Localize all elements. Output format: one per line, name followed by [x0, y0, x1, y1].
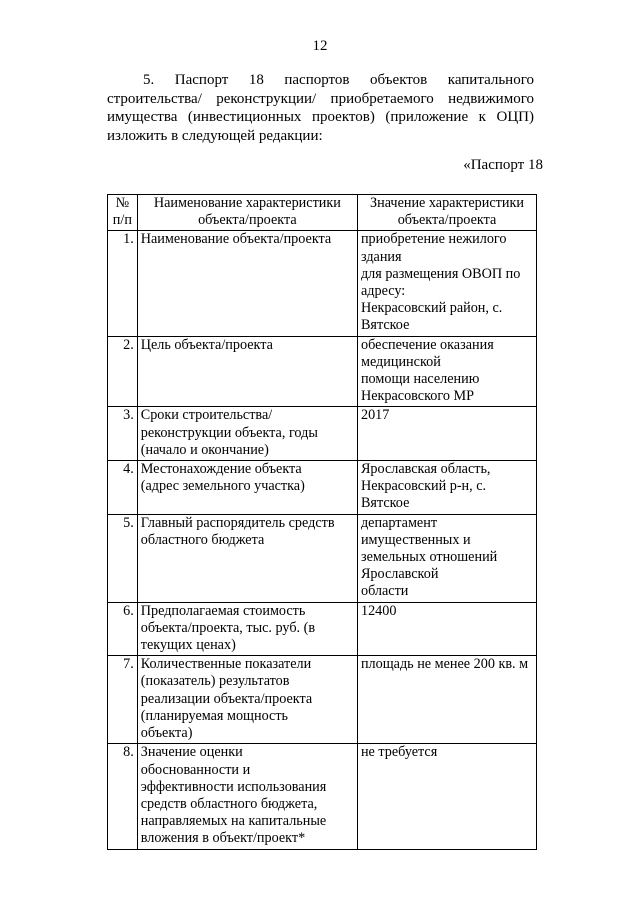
cell-line: эффективности использования — [140, 778, 327, 795]
cell-line: реконструкции объекта, годы — [140, 424, 318, 441]
row-number: 4. — [108, 461, 138, 515]
cell-line: Цель объекта/проекта — [140, 336, 273, 353]
cell-line: объекта/проекта, тыс. руб. (в — [140, 619, 316, 636]
cell-line: Наименование объекта/проекта — [140, 231, 332, 248]
passport-heading: «Паспорт 18 — [463, 157, 543, 173]
cell-line: направляемых на капитальные — [140, 813, 327, 830]
cell-line: 12400 — [360, 602, 397, 619]
table-row — [108, 656, 537, 744]
table-row — [108, 461, 537, 515]
cell-line: приобретение нежилого здания — [360, 231, 507, 265]
cell-line: Значение оценки — [140, 744, 243, 761]
table-row — [108, 602, 537, 656]
cell-line: (начало и окончание) — [140, 441, 269, 458]
cell-line: (показатель) результатов — [140, 673, 290, 690]
header-num-line: № — [115, 195, 130, 211]
table-row — [108, 231, 537, 336]
row-characteristic-value — [357, 461, 536, 515]
table-body — [108, 231, 537, 849]
cell-line: обоснованности и — [140, 761, 251, 778]
row-characteristic-name — [137, 602, 357, 656]
cell-line: площадь не менее 200 кв. м — [360, 656, 529, 673]
row-characteristic-name — [137, 744, 357, 849]
row-number: 6. — [108, 602, 138, 656]
table-header-row — [108, 195, 537, 231]
page-number: 12 — [312, 38, 328, 54]
cell-line: 2017 — [360, 407, 390, 424]
cell-line: области — [360, 583, 409, 600]
row-characteristic-value — [357, 514, 536, 602]
cell-line: областного бюджета — [140, 531, 265, 548]
row-characteristic-name — [137, 231, 357, 336]
row-characteristic-value — [357, 656, 536, 744]
header-value — [357, 195, 536, 231]
row-characteristic-value — [357, 602, 536, 656]
cell-line: (адрес земельного участка) — [140, 478, 305, 495]
cell-line: Сроки строительства/ — [140, 407, 273, 424]
cell-line: (планируемая мощность — [140, 707, 288, 724]
cell-line: Предполагаемая стоимость — [140, 602, 306, 619]
cell-line: средств областного бюджета, — [140, 795, 318, 812]
header-num-line: п/п — [112, 212, 132, 229]
cell-line: земельных отношений Ярославской — [360, 549, 498, 583]
cell-line: Ярославская область, — [360, 461, 491, 478]
table-row — [108, 744, 537, 849]
cell-line: помощи населению Некрасовского МР — [360, 371, 480, 405]
header-num — [108, 195, 138, 231]
row-characteristic-name — [137, 407, 357, 461]
cell-line: Местонахождение объекта — [140, 461, 302, 478]
row-number: 8. — [108, 744, 138, 849]
cell-line: Главный распорядитель средств — [140, 514, 335, 531]
row-characteristic-name — [137, 461, 357, 515]
row-characteristic-value — [357, 407, 536, 461]
intro-line: 5. Паспорт 18 паспортов объектов капитального — [143, 72, 534, 88]
cell-line: текущих ценах) — [140, 637, 236, 654]
row-characteristic-name — [137, 514, 357, 602]
cell-line: Количественные показатели — [140, 656, 312, 673]
table-row — [108, 407, 537, 461]
cell-line: обеспечение оказания медицинской — [360, 336, 494, 370]
row-number: 5. — [108, 514, 138, 602]
intro-line: имущества (инвестиционных проектов) (приложение к ОЦП) — [107, 109, 534, 125]
header-name-line: объекта/проекта — [198, 212, 297, 229]
row-characteristic-value — [357, 744, 536, 849]
passport-table — [107, 194, 537, 850]
row-number: 1. — [108, 231, 138, 336]
header-value-line: объекта/проекта — [397, 212, 497, 229]
intro-line: изложить в следующей редакции: — [107, 127, 323, 144]
row-number: 3. — [108, 407, 138, 461]
cell-line: объекта) — [140, 725, 193, 742]
header-name-line: Наименование характеристики — [153, 195, 341, 211]
cell-line: Некрасовский р-н, с. Вятское — [360, 478, 487, 512]
cell-line: реализации объекта/проекта — [140, 690, 313, 707]
cell-line: Некрасовский район, с. Вятское — [360, 300, 503, 334]
table-row — [108, 336, 537, 407]
row-characteristic-value — [357, 336, 536, 407]
cell-line: для размещения ОВОП по адресу: — [360, 265, 521, 300]
table-row — [108, 514, 537, 602]
cell-line: департамент имущественных и — [360, 514, 471, 548]
row-characteristic-name — [137, 336, 357, 407]
intro-line: строительства/ реконструкции/ приобретаемого недвижимого — [107, 90, 534, 107]
cell-line: не требуется — [360, 744, 438, 761]
row-characteristic-value — [357, 231, 536, 336]
row-number: 7. — [108, 656, 138, 744]
cell-line: вложения в объект/проект* — [140, 830, 306, 847]
header-name — [137, 195, 357, 231]
row-characteristic-name — [137, 656, 357, 744]
row-number: 2. — [108, 336, 138, 407]
intro-paragraph — [107, 71, 534, 145]
header-value-line: Значение характеристики — [370, 195, 524, 211]
